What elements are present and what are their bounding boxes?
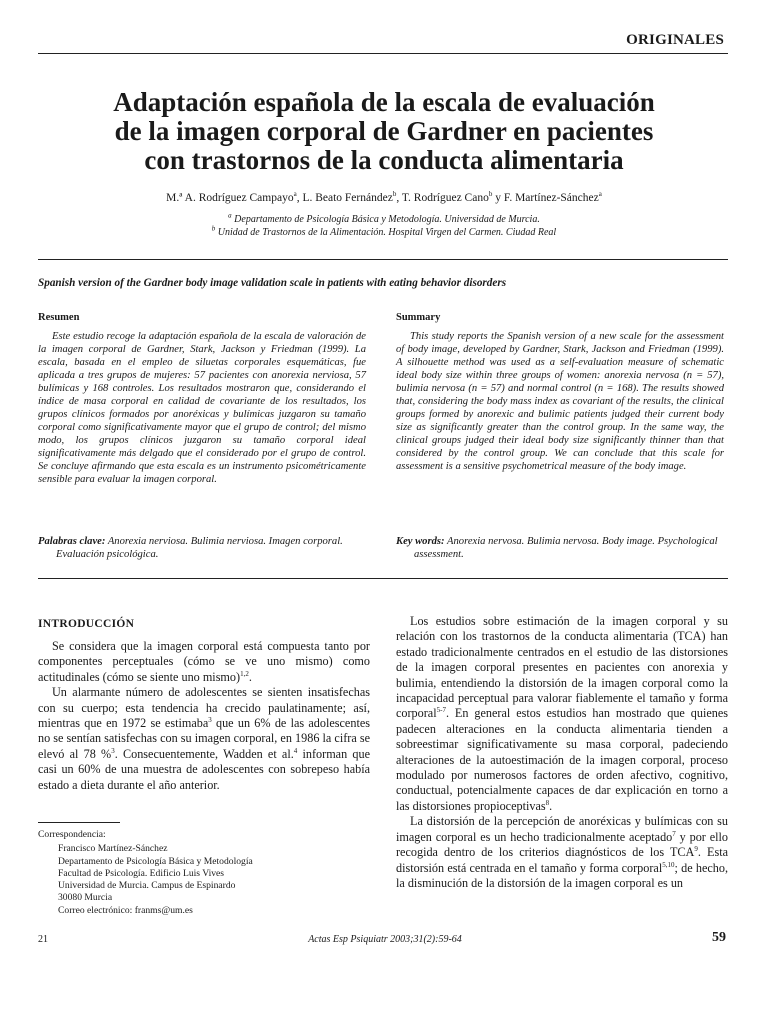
summary-text: This study reports the Spanish version of a new scale for the assessment of body image, developed by Gardner, Stark, Jackson and Friedman (1999). A silhouette method was used as a self-evaluation measure of schematic ideal body size within three groups of women: anorexia nervosa (n = 57), bulimia nervosa (n = 57) and normal control (n = 168). The results showed that, considering the body mass index as covariant of the results, the clinical groups formed by anorexic and bulimic patients judged their current body size as significantly greater than the control group. In the same way, the clinical groups judged their ideal body size significantly thinner than that considered by the control group. We can conclude that this scale for assessment is a sensitive psychometrical measure of the body image. — [396, 331, 724, 472]
intro-p1-text: Se considera que la imagen corporal está compuesta tanto por componentes perceptuales (cómo se ve uno mismo) como actitudinales (cómo se siente uno mismo) — [38, 639, 370, 684]
correspondence-label: Correspondencia: — [38, 829, 106, 840]
resumen-keywords — [38, 535, 368, 561]
author-list — [40, 192, 728, 204]
introduction-heading: INTRODUCCIÓN — [38, 618, 135, 630]
title-rule — [38, 259, 728, 260]
footer-left-number: 21 — [38, 934, 48, 945]
affiliation-b — [40, 226, 728, 239]
right-paragraph-1 — [396, 614, 728, 814]
citation: 3 — [208, 715, 212, 724]
intro-paragraph-1 — [38, 639, 370, 685]
citation: 9 — [694, 845, 698, 854]
correspondence-faculty: Facultad de Psicología. Edificio Luis Vives — [58, 867, 225, 879]
page-number: 59 — [712, 930, 726, 945]
affiliation-a-text: Departamento de Psicología Básica y Metodología. Universidad de Murcia. — [231, 214, 540, 225]
right-p1-text-a: Los estudios sobre estimación de la imagen corporal y su relación con los trastornos de la conducta alimentaria (TCA) han estado tradicionalmente centrados en el estudio de las distorsiones de la imagen corporal presentes en pacientes con anorexia y bulimia, entendiendo la distorsión de la imagen corporal como la incapacidad perceptual para valorar fiablemente el tamaño y forma corporal — [396, 614, 728, 721]
right-p1-text-b: . En general estos estudios han mostrado que quienes padecen alteraciones en la conducta alimentaria tienden a sobreestimar significativamente su masa corporal, padeciendo alteraciones de la autoestimación de la imagen corporal, proceso modulado por numerosos factores de orden afectivo, cognitivo, conductual, potencialmente capaces de dar explicación en torno a las distorsiones propioceptivas — [396, 706, 728, 813]
author-1-affil: a — [293, 190, 297, 199]
journal-citation: Actas Esp Psiquiatr 2003;31(2):59-64 — [308, 934, 462, 945]
intro-p2-text-b: que un 6% de las adolescentes no se sentían satisfechas con su imagen corporal, en 1986 la cifra se elevó al 78 % — [38, 716, 370, 761]
right-p2-text-b: y por ello recogida dentro de los criterios diagnósticos de los TCA — [396, 829, 728, 860]
resumen-text: Este estudio recoge la adaptación española de la escala de valoración de la imagen corporal de Gardner, Stark, Jackson y Friedman (1999). La escala, basada en el empleo de siluetas corporales esquemáticas, fue aplicada a tres grupos de mujeres: 57 pacientes con anorexia nerviosa, 57 bulímicas y 168 controles. Los resultados mostraron que, considerando el índice de masa corporal en calidad de covariante de los resultados, los grupos clínicos formados por anoréxicas y bulímicas juzgaron su tamaño corporal como significativamente mayor que el grupo de control; del mismo modo, los grupos clínicos juzgaron su tamaño corporal ideal significativamente más delgado que el considerado por el grupo de control. Se concluye afirmando que esta escala es un instrumento psicométricamente sensible para evaluar la imagen corporal. — [38, 331, 366, 485]
right-body-column — [396, 614, 728, 891]
section-label: ORIGINALES — [626, 32, 724, 48]
author-4-affil: a — [598, 190, 602, 199]
abstract-rule — [38, 578, 728, 579]
author-2-affil: b — [392, 190, 397, 199]
title-line-3: con trastornos de la conducta alimentaria — [144, 145, 624, 175]
author-2: , L. Beato Fernández — [296, 192, 393, 204]
citation: 7 — [672, 829, 676, 838]
author-3: , T. Rodríguez Cano — [396, 192, 489, 204]
correspondence-department: Departamento de Psicología Básica y Metodología — [58, 855, 253, 867]
citation: 5,10 — [662, 860, 675, 869]
article-title — [40, 88, 728, 175]
right-p2-text-d: ; de hecho, la disminución de la distorsión de la imagen corporal es un — [396, 860, 728, 890]
author-1: M.ª A. Rodríguez Campayo — [166, 192, 294, 204]
citation: 8 — [545, 798, 550, 807]
intro-p2-text-a: Un alarmante número de adolescentes se sienten insatisfechas con su cuerpo; esta tendencia ha crecido paulatinamente; así, mientras que en 1972 se estimaba — [38, 685, 370, 731]
correspondence-email: Correo electrónico: franms@um.es — [58, 904, 193, 916]
summary-keywords-label: Key words: — [396, 536, 445, 547]
summary-keywords — [396, 535, 726, 561]
affiliation-b-text: Unidad de Trastornos de la Alimentación. Hospital Virgen del Carmen. Ciudad Real — [215, 227, 557, 238]
intro-p2-text-c: . Consecuentemente, Wadden et al. — [114, 746, 294, 761]
correspondence-block — [38, 829, 358, 917]
resumen-keywords-text: Anorexia nerviosa. Bulimia nerviosa. Imagen corporal. Evaluación psicológica. — [56, 536, 343, 560]
right-p2-text-c: . Esta distorsión está centrada en el tamaño y forma corporal — [396, 845, 729, 875]
summary-body — [396, 330, 724, 473]
right-paragraph-2 — [396, 814, 728, 891]
footnote-rule — [38, 822, 120, 823]
english-title: Spanish version of the Gardner body image validation scale in patients with eating behavior disorders — [38, 277, 507, 289]
summary-keywords-text: Anorexia nervosa. Bulimia nervosa. Body image. Psychological assessment. — [414, 536, 718, 560]
citation: 1,2 — [240, 669, 249, 678]
resumen-body — [38, 330, 366, 486]
right-p2-text-a: La distorsión de la percepción de anoréxicas y bulímicas con su imagen corporal es un hecho tradicionalmente aceptado — [396, 814, 728, 844]
intro-p2-text-d: informan que casi un 60% de una muestra de adolescentes con sobrepeso había estado a dieta durante el año anterior. — [38, 746, 370, 792]
title-line-2: de la imagen corporal de Gardner en pacientes — [114, 116, 654, 146]
correspondence-city: 30080 Murcia — [58, 892, 113, 904]
summary-heading: Summary — [396, 312, 441, 323]
author-4: y F. Martínez-Sánchez — [492, 192, 599, 204]
correspondence-name: Francisco Martínez-Sánchez — [58, 843, 168, 855]
citation: 3 — [111, 746, 115, 755]
affiliation-a-mark: a — [228, 211, 232, 220]
resumen-keywords-label: Palabras clave: — [38, 536, 106, 547]
title-line-1: Adaptación española de la escala de evaluación — [113, 87, 655, 117]
citation: 4 — [293, 746, 298, 755]
resumen-heading: Resumen — [38, 312, 80, 323]
right-p1-text-c: . — [549, 798, 553, 813]
left-body-column — [38, 639, 370, 793]
affiliation-b-mark: b — [211, 224, 216, 233]
intro-paragraph-2 — [38, 685, 370, 793]
author-3-affil: b — [488, 190, 493, 199]
header-rule — [38, 53, 728, 54]
intro-p1-end: . — [248, 669, 252, 684]
affiliation-a — [40, 213, 728, 226]
citation: 5-7 — [436, 706, 446, 715]
correspondence-university: Universidad de Murcia. Campus de Espinardo — [58, 880, 236, 892]
